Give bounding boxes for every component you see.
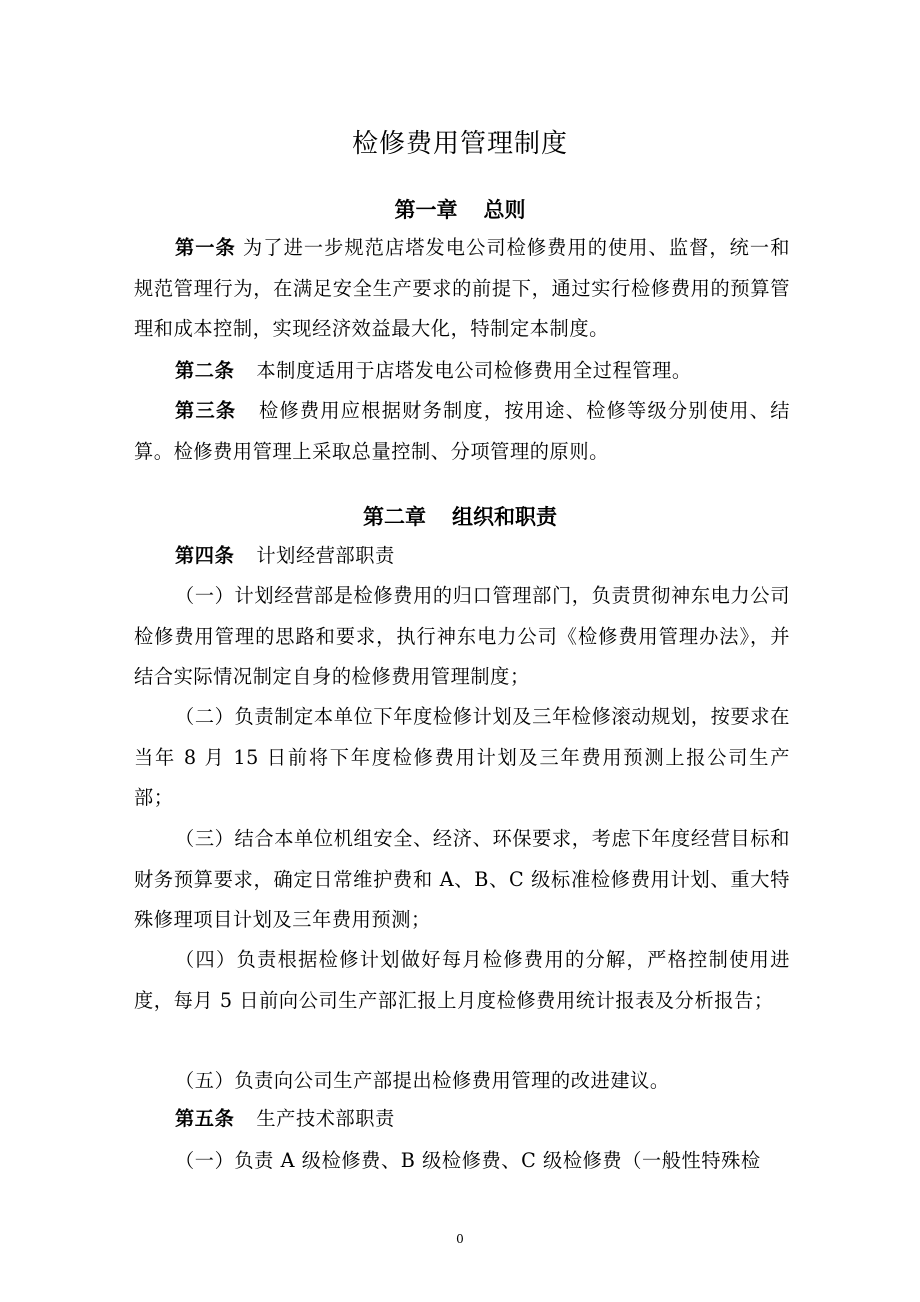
article-4-heading xyxy=(134,541,790,571)
article-1-text: 为了进一步规范店塔发电公司检修费用的使用、监督，统一和规范管理行为，在满足安全生产要求的前提下，通过实行检修费用的预算管理和成本控制，实现经济效益最大化，特制定本制度。 xyxy=(134,236,790,340)
chapter-2-name: 组织和职责 xyxy=(452,505,557,529)
article-4-label: 第四条 xyxy=(175,544,235,567)
article-4-item-5: （五）负责向公司生产部提出检修费用管理的改进建议。 xyxy=(175,1069,670,1092)
article-3 xyxy=(134,391,790,472)
article-2 xyxy=(134,351,790,392)
article-1-label: 第一条 xyxy=(175,236,236,259)
article-5-title: 生产技术部职责 xyxy=(256,1107,395,1130)
document-title: 检修费用管理制度 xyxy=(351,129,568,159)
article-5-item-1: （一）负责 A 级检修费、B 级检修费、C 级检修费（一般性特殊检 xyxy=(175,1149,761,1172)
article-1 xyxy=(134,228,790,350)
article-4-item-2: （二）负责制定本单位下年度检修计划及三年检修滚动规划，按要求在当年 8 月 15 日前将下年度检修费用计划及三年费用预测上报公司生产部； xyxy=(134,705,790,809)
article-2-label: 第二条 xyxy=(175,359,235,382)
chapter-1-heading xyxy=(0,195,920,225)
article-2-text: 本制度适用于店塔发电公司检修费用全过程管理。 xyxy=(256,359,692,382)
chapter-1-number: 第一章 xyxy=(394,198,458,222)
article-4-item-3: （三）结合本单位机组安全、经济、环保要求，考虑下年度经营目标和财务预算要求，确定日常维护费和 A、B、C 级标准检修费用计划、重大特殊修理项目计划及三年费用预测； xyxy=(134,827,790,931)
article-5-heading xyxy=(134,1104,790,1134)
chapter-2-heading xyxy=(0,502,920,532)
article-4-item-1: （一）计划经营部是检修费用的归口管理部门，负责贯彻神东电力公司检修费用管理的思路和要求，执行神东电力公司《检修费用管理办法》，并结合实际情况制定自身的检修费用管理制度； xyxy=(134,584,790,688)
article-4-item-4: （四）负责根据检修计划做好每月检修费用的分解，严格控制使用进度，每月 5 日前向公司生产部汇报上月度检修费用统计报表及分析报告； xyxy=(134,948,790,1012)
article-5-label: 第五条 xyxy=(175,1107,235,1130)
article-4-title: 计划经营部职责 xyxy=(256,544,395,567)
chapter-2-number: 第二章 xyxy=(363,505,426,529)
article-3-text: 检修费用应根据财务制度，按用途、检修等级分别使用、结算。检修费用管理上采取总量控制、分项管理的原则。 xyxy=(134,399,790,463)
chapter-1-name: 总则 xyxy=(483,198,526,222)
article-3-label: 第三条 xyxy=(175,399,237,422)
page-number: 0 xyxy=(456,1232,464,1246)
